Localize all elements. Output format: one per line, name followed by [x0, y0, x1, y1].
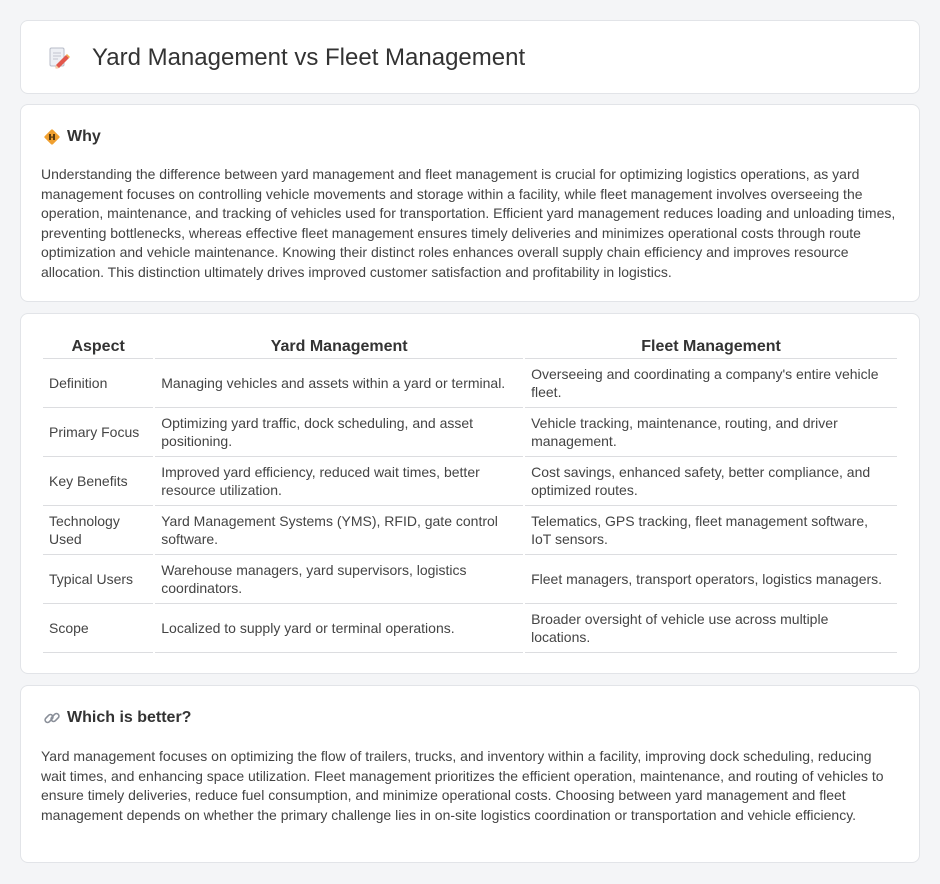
- aspect-cell: Typical Users: [43, 555, 153, 604]
- which-is-better-section: [20, 685, 920, 863]
- fleet-cell: Vehicle tracking, maintenance, routing, and driver management.: [525, 408, 897, 457]
- aspect-cell: Scope: [43, 604, 153, 653]
- better-paragraph: Yard management focuses on optimizing the flow of trailers, trucks, and inventory within a facility, improving dock scheduling, reducing wait times, and enhancing space utilization. Fleet management prioritizes the efficient operation, maintenance, and routing of vehicles to ensure timely deliveries, reduce fuel consumption, and minimize operational costs. Choosing between yard management and fleet management depends on whether the primary challenge lies in on-site logistics coordination or transportation and vehicle efficiency.: [41, 748, 884, 823]
- table-row: [43, 408, 897, 457]
- table-row: [43, 555, 897, 604]
- fleet-cell: Fleet managers, transport operators, logistics managers.: [525, 555, 897, 604]
- why-section: [20, 104, 920, 302]
- page-title: Yard Management vs Fleet Management: [92, 44, 526, 71]
- yard-cell: Yard Management Systems (YMS), RFID, gate control software.: [155, 506, 523, 555]
- yard-cell: Managing vehicles and assets within a yard or terminal.: [155, 359, 523, 408]
- road-sign-icon: [43, 128, 61, 146]
- header-aspect: Aspect: [43, 336, 153, 359]
- header-fleet-management: Fleet Management: [525, 336, 897, 359]
- why-heading-row: [43, 127, 101, 147]
- comparison-section: [20, 313, 920, 674]
- table-row: [43, 604, 897, 653]
- link-icon: [43, 709, 61, 727]
- aspect-cell: Key Benefits: [43, 457, 153, 506]
- table-row: [43, 506, 897, 555]
- yard-cell: Improved yard efficiency, reduced wait times, better resource utilization.: [155, 457, 523, 506]
- fleet-cell: Broader oversight of vehicle use across multiple locations.: [525, 604, 897, 653]
- yard-cell: Warehouse managers, yard supervisors, logistics coordinators.: [155, 555, 523, 604]
- aspect-cell: Technology Used: [43, 506, 153, 555]
- header-yard-management: Yard Management: [155, 336, 523, 359]
- table-header-row: [43, 336, 897, 359]
- document-pencil-icon: [47, 46, 71, 70]
- better-heading: Which is better?: [67, 709, 192, 726]
- better-heading-row: [43, 708, 191, 728]
- table-row: [43, 359, 897, 408]
- yard-cell: Localized to supply yard or terminal operations.: [155, 604, 523, 653]
- comparison-table: [41, 336, 899, 653]
- fleet-cell: Overseeing and coordinating a company's entire vehicle fleet.: [525, 359, 897, 408]
- aspect-cell: Definition: [43, 359, 153, 408]
- aspect-cell: Primary Focus: [43, 408, 153, 457]
- why-heading: Why: [67, 128, 101, 145]
- table-row: [43, 457, 897, 506]
- title-card: [20, 20, 920, 94]
- yard-cell: Optimizing yard traffic, dock scheduling, and asset positioning.: [155, 408, 523, 457]
- fleet-cell: Telematics, GPS tracking, fleet management software, IoT sensors.: [525, 506, 897, 555]
- why-paragraph: Understanding the difference between yard management and fleet management is crucial for optimizing logistics operations, as yard management focuses on controlling vehicle movements and storage within a facility, while fleet management involves overseeing the operation, maintenance, and tracking of vehicles used for transportation. Efficient yard management reduces loading and unloading times, preventing bottlenecks, whereas effective fleet management ensures timely deliveries and minimizes operational costs through route optimization and vehicle maintenance. Knowing their distinct roles enhances overall supply chain efficiency and improves resource allocation. This distinction ultimately drives improved customer satisfaction and profitability in logistics.: [41, 166, 896, 280]
- fleet-cell: Cost savings, enhanced safety, better compliance, and optimized routes.: [525, 457, 897, 506]
